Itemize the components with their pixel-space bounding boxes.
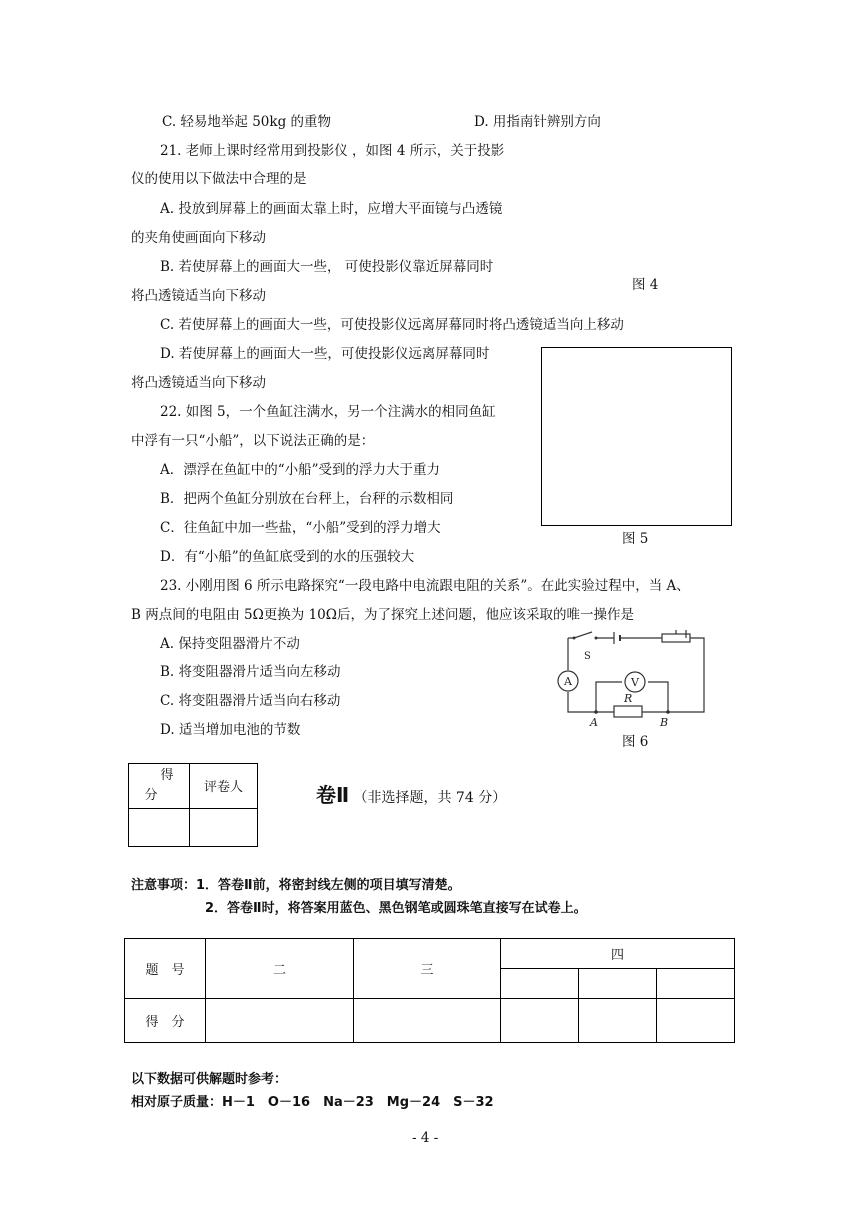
q21-option-b-2: 将凸透镜适当向下移动 — [131, 288, 266, 304]
score-box-grader-cell[interactable] — [190, 809, 258, 847]
q22-option-c: C．往鱼缸中加一些盐，“小船”受到的浮力增大 — [160, 520, 441, 536]
score-table-col-4: 四 — [501, 939, 735, 969]
score-table — [124, 938, 735, 1043]
score-table-col-4-sub-3 — [657, 969, 735, 999]
score-cell-2[interactable] — [206, 999, 354, 1043]
score-cell-4-1[interactable] — [501, 999, 579, 1043]
score-label-2: 分 — [144, 788, 158, 803]
q21-option-a-2: 的夹角使画面向下移动 — [131, 230, 266, 246]
q21-option-d-1: D. 若使屏幕上的画面大一些，可使投影仪远离屏幕同时 — [160, 346, 490, 362]
score-box-score-header — [129, 764, 190, 809]
score-table-col-2: 二 — [206, 939, 354, 999]
q23-option-a: A. 保持变阻器滑片不动 — [160, 636, 300, 652]
q21-option-d-2: 将凸透镜适当向下移动 — [131, 375, 266, 391]
q23-stem-1: 23. 小刚用图 6 所示电路探究“一段电路中电流跟电阻的关系”。在此实验过程中，当 A、 — [160, 578, 690, 594]
q20-option-d: D. 用指南针辨别方向 — [474, 114, 601, 130]
section-2-heading — [316, 783, 507, 807]
figure-4-label: 图 4 — [632, 277, 659, 293]
score-label-1: 得 — [160, 768, 174, 783]
score-box-score-cell[interactable] — [129, 809, 190, 847]
q23-option-c: C. 将变阻器滑片适当向右移动 — [160, 693, 341, 709]
q21-option-a-1: A. 投放到屏幕上的画面太靠上时，应增大平面镜与凸透镜 — [160, 201, 503, 217]
q23-option-d: D. 适当增加电池的节数 — [160, 722, 301, 738]
q21-option-b-1: B. 若使屏幕上的画面大一些， 可使投影仪靠近屏幕同时 — [160, 259, 494, 275]
reference-line-1: 以下数据可供解题时参考： — [131, 1072, 288, 1087]
score-table-col-4-sub-1 — [501, 969, 579, 999]
q22-option-d: D．有“小船”的鱼缸底受到的水的压强较大 — [160, 549, 415, 565]
score-cell-3[interactable] — [354, 999, 501, 1043]
ammeter-label: A — [564, 675, 572, 688]
score-box — [128, 763, 258, 847]
section-2-title: 卷Ⅱ — [316, 783, 350, 807]
voltmeter-label: V — [631, 676, 639, 689]
q22-stem-1: 22. 如图 5，一个鱼缸注满水，另一个注满水的相同鱼缸 — [160, 404, 496, 420]
q20-option-c: C. 轻易地举起 50kg 的重物 — [162, 114, 332, 130]
figure-5-label: 图 5 — [622, 531, 649, 547]
switch-label: S — [584, 651, 591, 662]
resistor-label: R — [624, 692, 633, 705]
score-table-col-3: 三 — [354, 939, 501, 999]
q22-stem-2: 中浮有一只“小船”，以下说法正确的是： — [131, 433, 375, 449]
q21-option-c: C. 若使屏幕上的画面大一些，可使投影仪远离屏幕同时将凸透镜适当向上移动 — [160, 317, 624, 333]
q21-stem-1: 21. 老师上课时经常用到投影仪 ，如图 4 所示，关于投影 — [160, 143, 505, 159]
notes-line-1: 注意事项：1．答卷Ⅱ前，将密封线左侧的项目填写清楚。 — [131, 878, 461, 893]
figure-6-circuit — [552, 630, 712, 730]
point-a-label: A — [590, 716, 598, 729]
score-cell-4-2[interactable] — [579, 999, 657, 1043]
reference-line-2: 相对原子质量：H－1 O－16 Na－23 Mg－24 S－32 — [131, 1095, 494, 1110]
score-cell-4-3[interactable] — [657, 999, 735, 1043]
page-number: - 4 - — [412, 1130, 439, 1146]
q22-option-a: A．漂浮在鱼缸中的“小船”受到的浮力大于重力 — [160, 462, 441, 478]
figure-6-label: 图 6 — [622, 734, 649, 750]
q21-stem-2: 仪的使用以下做法中合理的是 — [131, 171, 307, 187]
q23-stem-2: B 两点间的电阻由 5Ω更换为 10Ω后，为了探究上述问题，他应该采取的唯一操作是 — [131, 607, 634, 623]
notes-line-2: 2．答卷Ⅱ时，将答案用蓝色、黑色钢笔或圆珠笔直接写在试卷上。 — [205, 901, 587, 916]
score-table-col-4-sub-2 — [579, 969, 657, 999]
score-box-grader-header: 评卷人 — [190, 764, 258, 809]
score-table-row-label: 题 号 — [125, 939, 206, 999]
point-b-label: B — [660, 716, 669, 729]
q23-option-b: B. 将变阻器滑片适当向左移动 — [160, 664, 341, 680]
section-2-subtitle: （非选择题，共 74 分） — [353, 790, 507, 806]
score-table-score-label: 得 分 — [125, 999, 206, 1043]
figure-5-image — [541, 347, 732, 526]
q22-option-b: B．把两个鱼缸分别放在台秤上，台秤的示数相同 — [160, 491, 454, 507]
